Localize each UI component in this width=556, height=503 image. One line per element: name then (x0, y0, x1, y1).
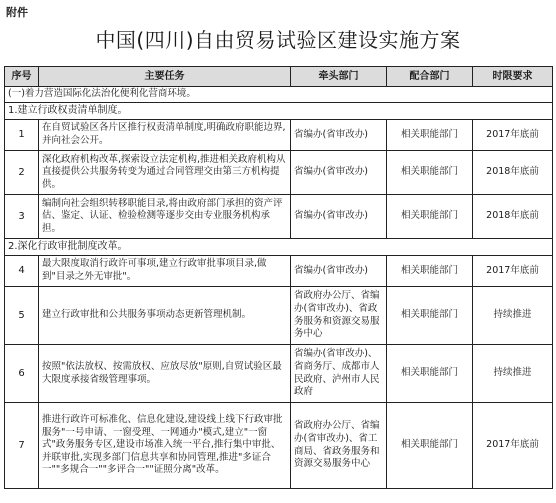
row-deadline: 持续推进 (473, 287, 553, 345)
document-title: 中国(四川)自由贸易试验区建设实施方案 (95, 28, 461, 52)
row-lead: 省编办(省审改办) (291, 195, 387, 239)
row-lead: 省编办(省审改办) (291, 120, 387, 151)
row-number: 3 (5, 195, 39, 239)
row-deadline: 2017年底前 (473, 120, 553, 151)
row-lead: 省政府办公厅、省编办(省审改办)、省政务服务和资源交易服务中心 (291, 287, 387, 345)
section-label: (一)着力营造国际化法治化便利化营商环境。 (5, 87, 553, 103)
row-task: 编制向社会组织转移职能目录,将由政府部门承担的资产评估、鉴定、认证、检验检测等逐步交由专业服务机构承担。 (39, 195, 291, 239)
table-row (5, 256, 553, 287)
group-label: 1.建立行政权责清单制度。 (5, 103, 553, 120)
row-number: 7 (5, 403, 39, 489)
table-row (5, 287, 553, 345)
row-cooperate: 相关职能部门 (387, 120, 473, 151)
row-task: 按照"依法放权、按需放权、应放尽放"原则,自贸试验区最大限度承接省级管理事项。 (39, 345, 291, 403)
header-deadline: 时限要求 (473, 67, 553, 87)
table-row (5, 120, 553, 151)
row-task: 深化政府机构改革,探索设立法定机构,推进相关政府机构从直接提供公共服务转变为通过合同管理交由第三方机构提供。 (39, 151, 291, 195)
group-row (5, 239, 553, 256)
row-lead: 省编办(省审改办) (291, 256, 387, 287)
header-no: 序号 (5, 67, 39, 87)
header-lead: 牵头部门 (291, 67, 387, 87)
row-number: 1 (5, 120, 39, 151)
row-number: 2 (5, 151, 39, 195)
section-row (5, 87, 553, 103)
attachment-label: 附件 (6, 6, 28, 19)
row-deadline: 2018年底前 (473, 151, 553, 195)
implementation-table (4, 66, 553, 489)
row-lead: 省编办(省审改办)、省商务厅、成都市人民政府、泸州市人民政府 (291, 345, 387, 403)
row-cooperate: 相关职能部门 (387, 403, 473, 489)
group-row (5, 103, 553, 120)
table-row (5, 403, 553, 489)
row-deadline: 2017年底前 (473, 403, 553, 489)
row-cooperate: 相关职能部门 (387, 256, 473, 287)
row-task: 推进行政许可标准化、信息化建设,建设线上线下行政审批服务"一号申请、一窗受理、一网通办"模式,建立"一窗式"政务服务专区,建设市场准入统一平台,推行集中审批、并联审批,实现多部门信息共享和协同管理,推进"多证合一""多规合一""多评合一""证照分离"改革。 (39, 403, 291, 489)
row-cooperate: 相关职能部门 (387, 151, 473, 195)
row-cooperate: 相关职能部门 (387, 345, 473, 403)
row-task: 最大限度取消行政许可事项,建立行政审批事项目录,做到"目录之外无审批"。 (39, 256, 291, 287)
row-number: 6 (5, 345, 39, 403)
table-row (5, 195, 553, 239)
row-deadline: 2017年底前 (473, 256, 553, 287)
table-row (5, 151, 553, 195)
row-task: 建立行政审批和公共服务事项动态更新管理机制。 (39, 287, 291, 345)
row-deadline: 2018年底前 (473, 195, 553, 239)
row-lead: 省政府办公厅、省编办(省审改办)、省工商局、省政务服务和资源交易服务中心 (291, 403, 387, 489)
table-row (5, 345, 553, 403)
table-header-row (5, 67, 553, 87)
header-cooperate: 配合部门 (387, 67, 473, 87)
row-cooperate: 相关职能部门 (387, 195, 473, 239)
group-label: 2.深化行政审批制度改革。 (5, 239, 553, 256)
row-task: 在自贸试验区各片区推行权责清单制度,明确政府职能边界,并向社会公开。 (39, 120, 291, 151)
row-number: 5 (5, 287, 39, 345)
row-cooperate: 相关职能部门 (387, 287, 473, 345)
row-deadline: 持续推进 (473, 345, 553, 403)
row-number: 4 (5, 256, 39, 287)
row-lead: 省编办(省审改办) (291, 151, 387, 195)
header-task: 主要任务 (39, 67, 291, 87)
